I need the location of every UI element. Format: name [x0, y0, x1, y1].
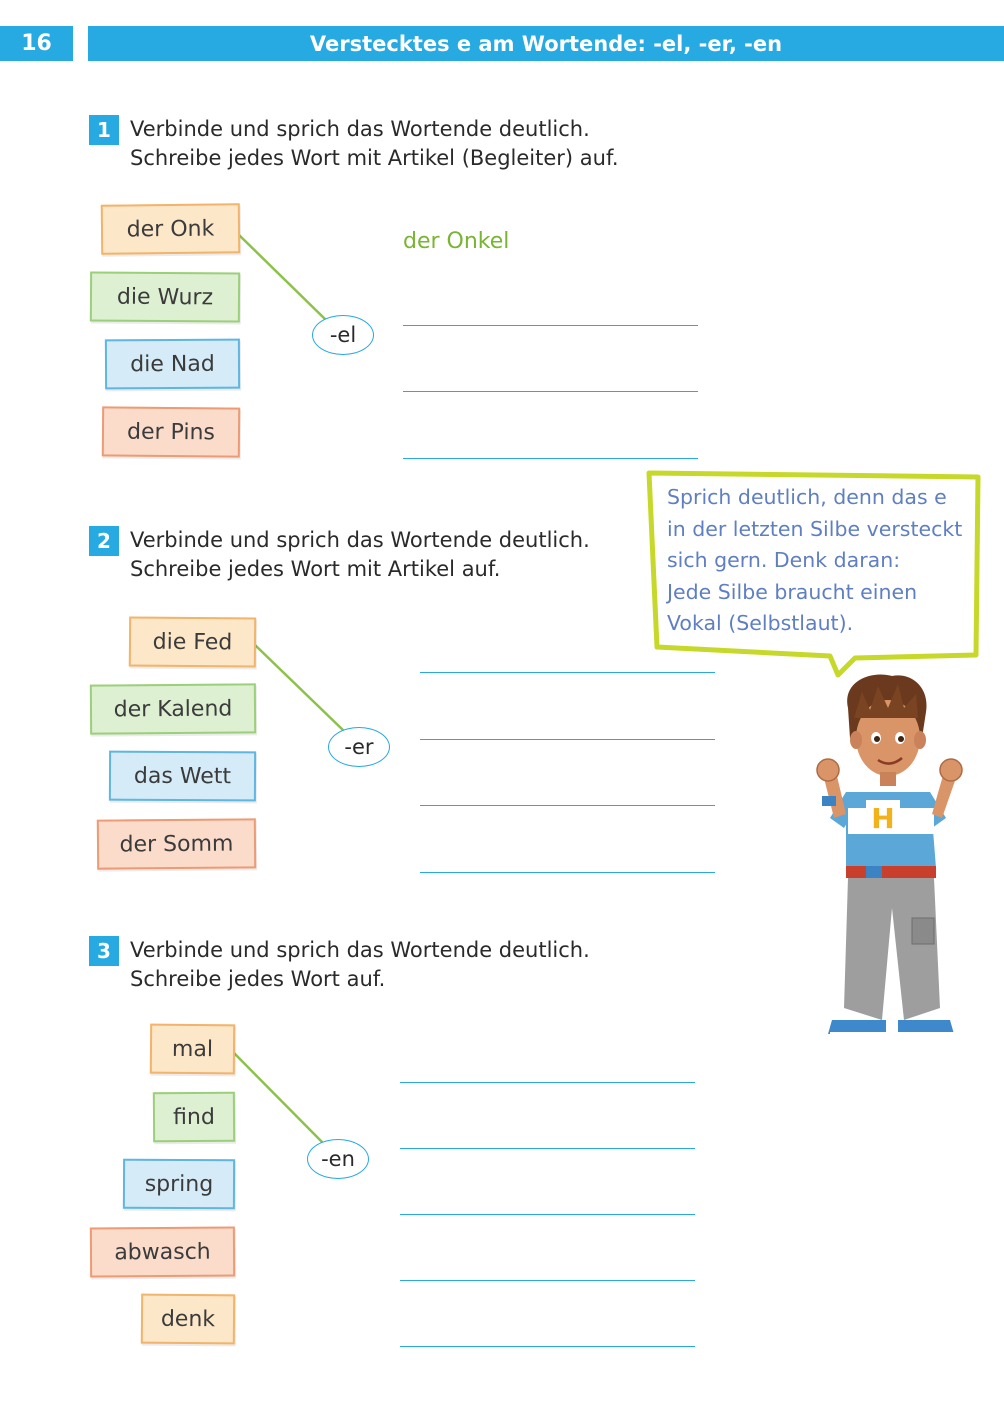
ending-bubble[interactable]: -el — [312, 315, 374, 355]
word-card[interactable]: die Wurz — [90, 271, 240, 322]
word-card[interactable]: der Somm — [97, 818, 256, 869]
writing-line[interactable] — [420, 739, 715, 740]
word-card[interactable]: die Fed — [129, 616, 256, 667]
word-card[interactable]: denk — [141, 1294, 235, 1345]
speech-bubble-text: Sprich deutlich, denn das e in der letzten Silbe versteckt sich gern. Denk daran: Jede Silbe braucht einen Vokal (Selbstlaut). — [667, 485, 963, 635]
word-card[interactable]: das Wett — [109, 751, 256, 802]
word-card[interactable]: spring — [123, 1159, 235, 1210]
ending-bubble[interactable]: -en — [307, 1139, 369, 1179]
word-card[interactable]: mal — [150, 1024, 235, 1075]
writing-line[interactable] — [420, 872, 715, 873]
task-instruction-3: Verbinde und sprich das Wortende deutlich. Schreibe jedes Wort auf. — [130, 938, 590, 991]
writing-line[interactable] — [403, 458, 698, 459]
writing-line[interactable] — [403, 391, 698, 392]
boy-character-illustration — [800, 668, 980, 1078]
writing-line[interactable] — [400, 1148, 695, 1149]
word-card[interactable]: der Pins — [102, 406, 240, 457]
page-number: 16 — [0, 26, 73, 61]
writing-line[interactable] — [400, 1214, 695, 1215]
writing-line[interactable] — [403, 325, 698, 326]
writing-line[interactable] — [420, 805, 715, 806]
connector-line-task-3 — [234, 1053, 323, 1143]
connector-line-task-1 — [238, 234, 326, 320]
writing-line[interactable] — [400, 1346, 695, 1347]
word-card[interactable]: der Onk — [101, 203, 241, 254]
task-number-2: 2 — [89, 526, 119, 556]
word-card[interactable]: find — [153, 1092, 235, 1143]
writing-line[interactable] — [400, 1082, 695, 1083]
word-card[interactable]: der Kalend — [90, 683, 256, 734]
ending-bubble[interactable]: -er — [328, 727, 390, 767]
task-number-1: 1 — [89, 115, 119, 145]
writing-line[interactable] — [400, 1280, 695, 1281]
example-answer: der Onkel — [403, 229, 510, 254]
connector-line-task-2 — [255, 645, 344, 731]
svg-text:H: H — [871, 802, 895, 835]
word-card[interactable]: abwasch — [90, 1226, 235, 1277]
task-instruction-1: Verbinde und sprich das Wortende deutlich. Schreibe jedes Wort mit Artikel (Begleiter) auf. — [130, 117, 619, 170]
task-instruction-2: Verbinde und sprich das Wortende deutlich. Schreibe jedes Wort mit Artikel auf. — [130, 528, 590, 581]
page-title: Verstecktes e am Wortende: -el, -er, -en — [88, 26, 1004, 61]
word-card[interactable]: die Nad — [105, 339, 240, 390]
task-number-3: 3 — [89, 936, 119, 966]
